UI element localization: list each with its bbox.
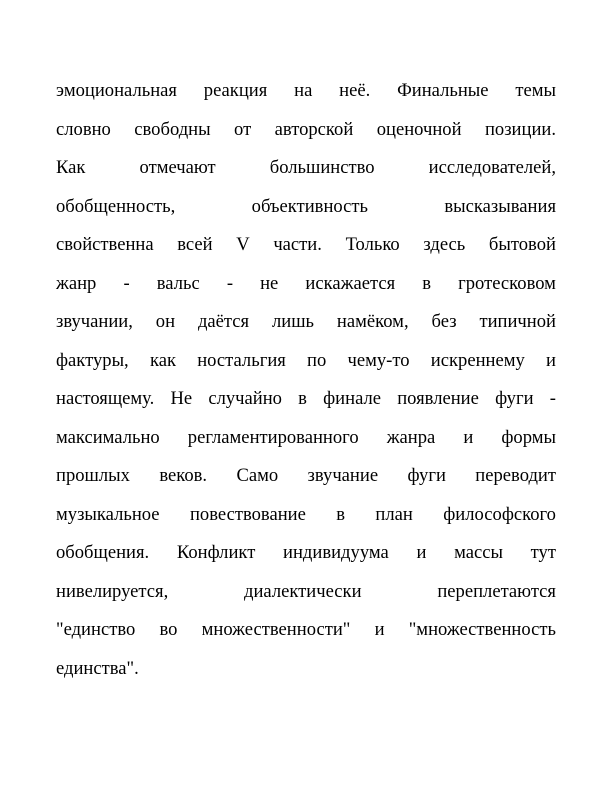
text-line [56, 72, 556, 111]
word: объективность [251, 195, 369, 217]
word: не [260, 272, 279, 294]
text-line [56, 380, 556, 419]
word: регламентированного [187, 426, 359, 448]
word: музыкальное [56, 503, 160, 525]
word: ностальгия [197, 349, 286, 371]
word: свободны [134, 118, 211, 140]
word: множественности" [201, 619, 351, 640]
word: в [336, 503, 346, 525]
word: "множественность [408, 619, 556, 640]
word: веков. [159, 465, 208, 486]
body-paragraph [56, 72, 556, 688]
word: жанр [56, 272, 97, 294]
text-line [56, 188, 556, 227]
word: от [234, 118, 252, 140]
word: искажается [305, 272, 396, 294]
word: - [226, 272, 234, 294]
word: V [236, 234, 250, 255]
word: жанра [386, 426, 436, 448]
word: и [374, 619, 385, 640]
word: Само [236, 465, 279, 486]
word: - [549, 388, 556, 409]
word: - [123, 272, 130, 294]
word: философского [443, 503, 556, 525]
word: фуги [407, 465, 446, 486]
word: в [298, 388, 307, 409]
word: лишь [271, 311, 315, 332]
word: во [159, 619, 178, 640]
word: нивелируется, [56, 580, 169, 602]
text-line [56, 342, 556, 381]
word: и [416, 542, 427, 563]
text-line [56, 265, 556, 304]
word: темы [515, 80, 556, 101]
text-line [56, 457, 556, 496]
word: финале [323, 388, 382, 409]
word: массы [454, 542, 503, 563]
word: бытовой [488, 234, 556, 255]
word: фуги [495, 388, 534, 409]
word: позиции. [484, 118, 556, 140]
word: по [307, 349, 327, 371]
text-line [56, 650, 556, 689]
word: части. [273, 234, 322, 255]
word: оценочной [376, 118, 462, 140]
word: авторской [274, 118, 354, 140]
word: обобщенность, [56, 195, 176, 217]
word: Только [345, 234, 400, 255]
word: появление [397, 388, 479, 409]
word: индивидуума [283, 542, 389, 563]
word: без [431, 311, 457, 332]
word: Конфликт [176, 542, 256, 563]
word: он [155, 311, 176, 332]
text-line [56, 496, 556, 535]
text-line [56, 111, 556, 150]
word: повествование [189, 503, 306, 525]
word: план [375, 503, 413, 525]
word: звучание [307, 465, 379, 486]
text-line [56, 149, 556, 188]
word: вальс [156, 272, 200, 294]
word: чему-то [347, 349, 410, 371]
word: неё. [339, 80, 371, 101]
word: максимально [56, 426, 160, 448]
word: всей [177, 234, 213, 255]
word: единства". [56, 657, 139, 679]
word: реакция [203, 80, 268, 101]
word: Как [56, 157, 86, 178]
word: свойственна [56, 234, 154, 255]
word: и [546, 349, 556, 371]
word: "единство [56, 619, 136, 640]
word: тут [530, 542, 556, 563]
word: на [294, 80, 313, 101]
word: настоящему. [56, 388, 155, 409]
text-line [56, 534, 556, 573]
word: в [422, 272, 432, 294]
text-line [56, 611, 556, 650]
word: словно [56, 118, 111, 140]
word: фактуры, [56, 349, 129, 371]
word: звучании, [56, 311, 133, 332]
word: даётся [197, 311, 250, 332]
word: Финальные [397, 80, 489, 101]
word: намёком, [336, 311, 409, 332]
word: диалектически [244, 580, 362, 602]
word: прошлых [56, 465, 130, 486]
word: обобщения. [56, 542, 150, 563]
text-line [56, 303, 556, 342]
word: высказывания [444, 195, 556, 217]
word: как [149, 349, 176, 371]
word: и [463, 426, 474, 448]
word: случайно [208, 388, 282, 409]
word: большинство [269, 157, 375, 178]
word: здесь [423, 234, 466, 255]
word: отмечают [139, 157, 216, 178]
word: искреннему [430, 349, 525, 371]
word: гротесковом [458, 272, 556, 294]
word: переплетаются [437, 580, 556, 602]
word: типичной [479, 311, 556, 332]
text-line [56, 573, 556, 612]
word: исследователей, [428, 157, 556, 178]
word: Не [170, 388, 193, 409]
word: эмоциональная [56, 80, 177, 101]
word: формы [501, 426, 556, 448]
text-line [56, 419, 556, 458]
text-line [56, 226, 556, 265]
word: переводит [475, 465, 556, 486]
